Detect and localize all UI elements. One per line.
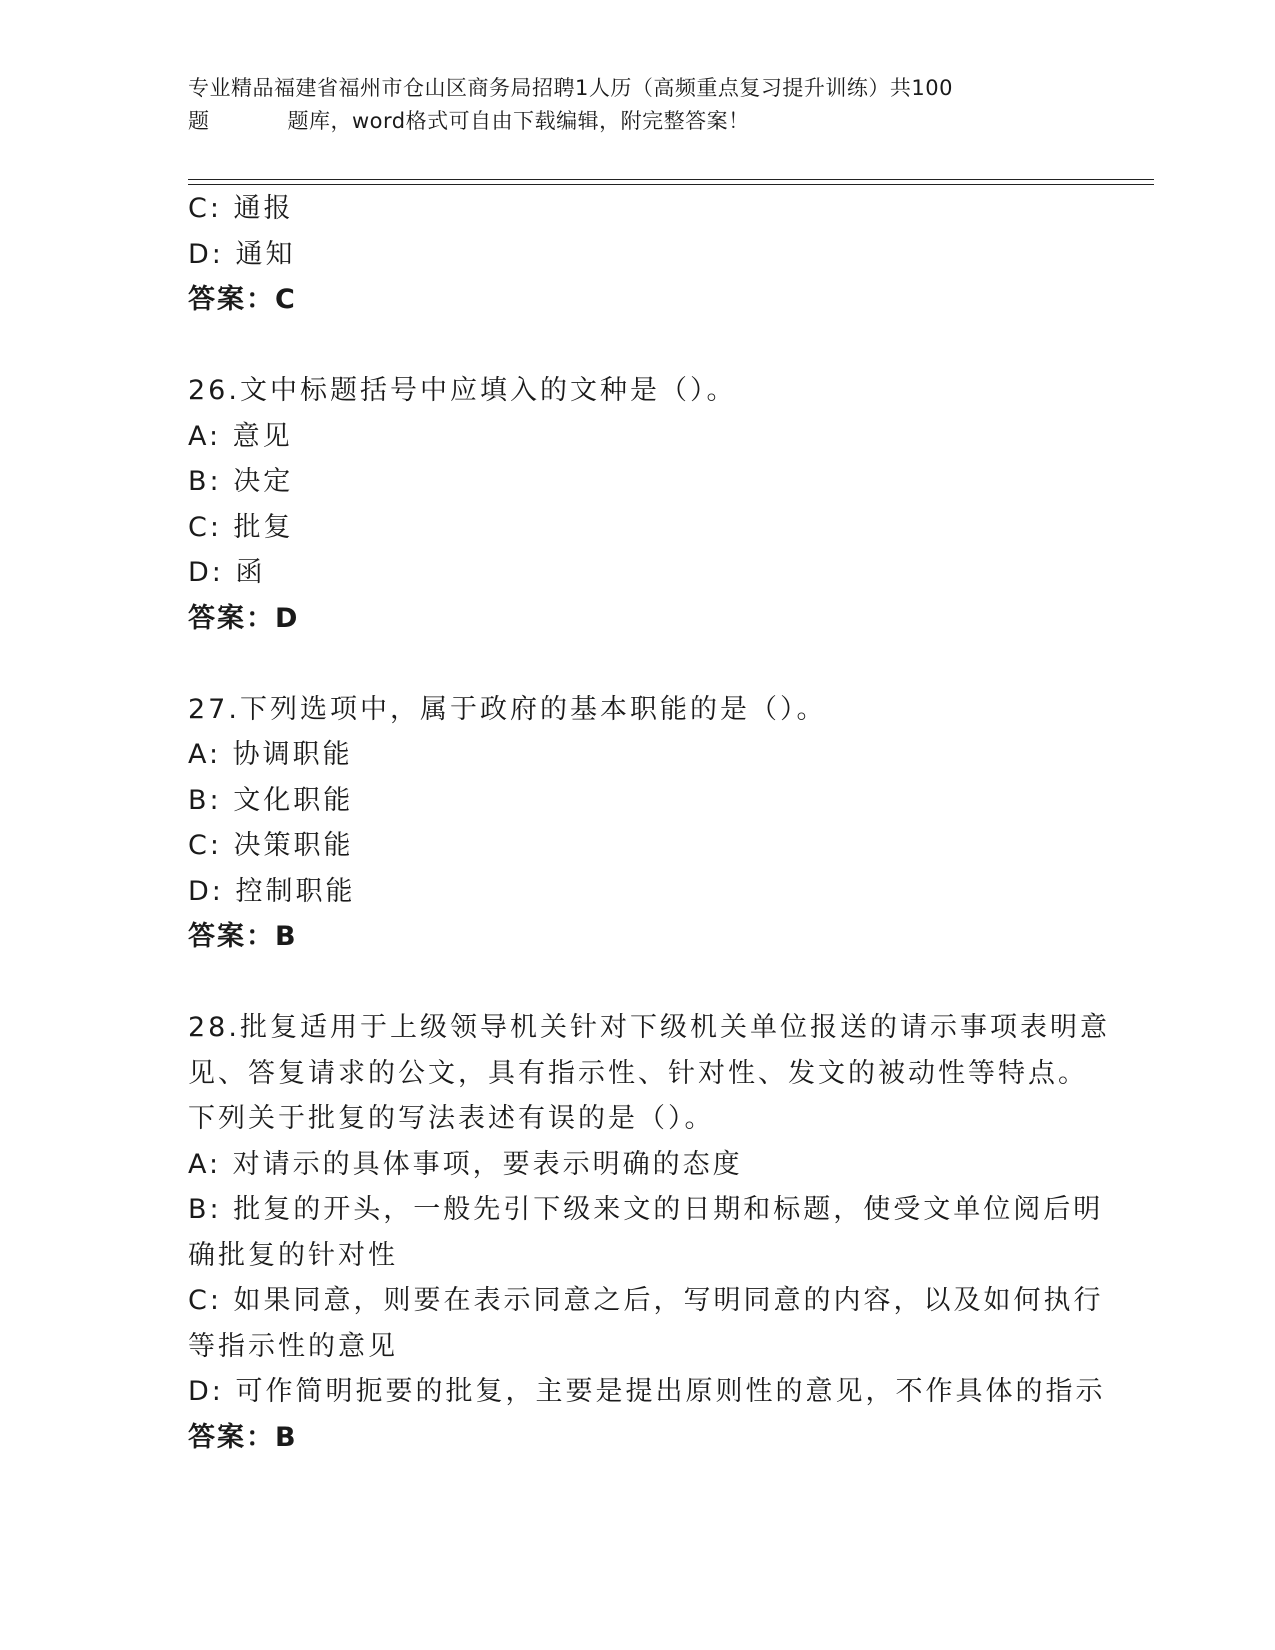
question-stem: 26.文中标题括号中应填入的文种是（）。 [188, 375, 737, 406]
option-b: B: 决定 [188, 466, 294, 497]
question-27 [188, 687, 1068, 961]
answer-line: 答案：C [188, 284, 297, 315]
option-b-line-2: 确批复的针对性 [188, 1239, 398, 1271]
question-stem: 27.下列选项中，属于政府的基本职能的是（）。 [188, 693, 827, 725]
header-title-line1: 专业精品福建省福州市仓山区商务局招聘1人历（高频重点复习提升训练）共100 [188, 76, 953, 100]
question-26 [188, 368, 1068, 642]
option-a: A: 对请示的具体事项，要表示明确的态度 [188, 1148, 743, 1180]
answer-line: 答案：B [188, 921, 298, 952]
option-d: D: 通知 [188, 238, 296, 270]
option-b-line-1: B: 批复的开头，一般先引下级来文的日期和标题，使受文单位阅后明 [188, 1194, 1104, 1225]
header-divider-top [188, 179, 1154, 180]
option-d: D: 可作简明扼要的批复，主要是提出原则性的意见，不作具体的指示 [188, 1376, 1106, 1407]
header-title-line2-right: 题库，word格式可自由下载编辑，附完整答案！ [287, 109, 750, 133]
option-d: D: 控制职能 [188, 875, 356, 907]
question-stem-line-1: 28.批复适用于上级领导机关针对下级机关单位报送的请示事项表明意 [188, 1012, 1110, 1043]
question-28 [188, 1005, 1110, 1461]
option-a: A: 意见 [188, 420, 293, 452]
header-title-line2 [188, 105, 1088, 138]
option-c: C: 决策职能 [188, 830, 354, 861]
question-25-continued [188, 186, 1068, 323]
option-d: D: 函 [188, 557, 266, 588]
option-c: C: 通报 [188, 193, 294, 224]
option-c-line-1: C: 如果同意，则要在表示同意之后，写明同意的内容，以及如何执行 [188, 1285, 1104, 1316]
question-stem-line-2: 见、答复请求的公文，具有指示性、针对性、发文的被动性等特点。 [188, 1057, 1088, 1089]
header-title-line2-left: 题 [188, 109, 210, 133]
question-list [188, 186, 1110, 1461]
page-header [188, 72, 1088, 138]
answer-line: 答案：D [188, 602, 300, 634]
header-divider-bottom [188, 184, 1154, 185]
option-b: B: 文化职能 [188, 784, 354, 816]
question-stem-line-3: 下列关于批复的写法表述有误的是（）。 [188, 1103, 715, 1134]
option-c: C: 批复 [188, 511, 294, 543]
option-c-line-2: 等指示性的意见 [188, 1330, 398, 1362]
option-a: A: 协调职能 [188, 739, 353, 770]
answer-line: 答案：B [188, 1421, 298, 1453]
